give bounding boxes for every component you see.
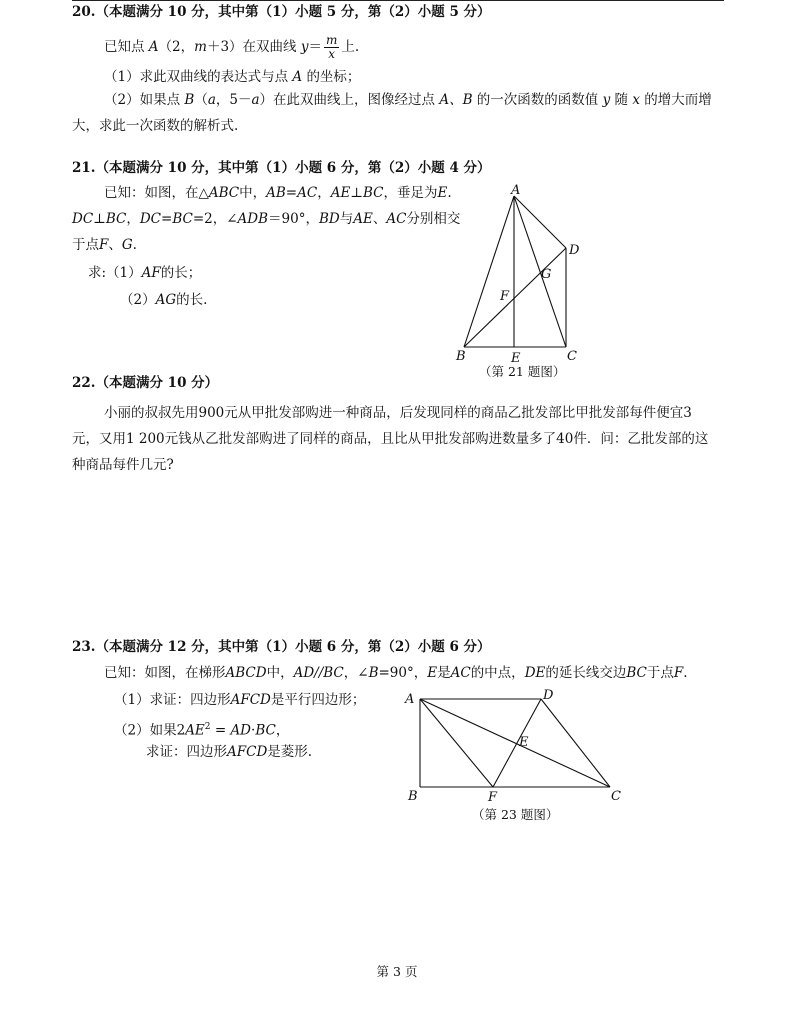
q20-header: 20.（本题满分 10 分，其中第（1）小题 5 分，第（2）小题 5 分） bbox=[72, 4, 491, 20]
page-number: 第 3 页 bbox=[376, 964, 418, 979]
q21-given-line3: 于点F、G. bbox=[72, 237, 137, 253]
label-b: B bbox=[456, 349, 466, 364]
label-d: D bbox=[543, 688, 554, 703]
seg-ac bbox=[514, 196, 566, 347]
label-a: A bbox=[511, 183, 521, 198]
label-e: E bbox=[519, 735, 529, 750]
label-e: E bbox=[511, 351, 521, 366]
q21-ask2: （2）AG的长. bbox=[120, 292, 208, 308]
q21-header: 21.（本题满分 10 分，其中第（1）小题 6 分，第（2）小题 4 分） bbox=[72, 160, 491, 176]
label-a: A bbox=[405, 692, 415, 707]
q23-header: 23.（本题满分 12 分，其中第（1）小题 6 分，第（2）小题 6 分） bbox=[72, 639, 491, 655]
label-g: G bbox=[541, 267, 552, 282]
q23-figure bbox=[400, 684, 630, 806]
q22-line2: 元，又用1 200元钱从乙批发部购进了同样的商品，且比从甲批发部购进数量多了40件．问：乙批发部的这 bbox=[72, 431, 709, 447]
seg-bd bbox=[464, 248, 566, 347]
q23-part2: （2）如果$2AE^2 = AD\cdot BC$， bbox=[114, 722, 290, 739]
q20-part2-cont: 大，求此一次函数的解析式. bbox=[72, 118, 239, 134]
seg-ab bbox=[464, 196, 514, 347]
q22-header: 22.（本题满分 10 分） bbox=[72, 375, 219, 391]
seg-dc bbox=[541, 699, 610, 787]
q21-ask1: 求:（1）AF的长； bbox=[88, 265, 202, 281]
q23-part1: （1）求证：四边形AFCD是平行四边形； bbox=[114, 692, 366, 708]
label-c: C bbox=[567, 349, 577, 364]
q21-figure bbox=[450, 180, 590, 366]
label-d: D bbox=[569, 243, 580, 258]
q23-figure-caption: （第 23 题图） bbox=[472, 807, 559, 822]
q20-part1: （1）求此双曲线的表达式与点 A 的坐标； bbox=[104, 69, 361, 85]
q22-line1: 小丽的叔叔先用900元从甲批发部购进一种商品，后发现同样的商品乙批发部比甲批发部每件便宜3 bbox=[104, 405, 692, 421]
seg-ac bbox=[420, 699, 610, 787]
seg-ad bbox=[514, 196, 566, 248]
q21-figure-caption: （第 21 题图） bbox=[479, 364, 566, 379]
q20-part2: （2）如果点 B（a，5－a）在此双曲线上，图像经过点 A、B 的一次函数的函数值 y 随 x 的增大而增 bbox=[104, 92, 712, 108]
q21-given-line2: DC⊥BC，DC=BC=2，∠ADB＝90°，BD与AE、AC分别相交 bbox=[72, 211, 461, 227]
seg-af bbox=[420, 699, 493, 787]
label-c: C bbox=[611, 789, 621, 804]
q23-given: 已知：如图，在梯形ABCD中，AD//BC，∠B=90°，E是AC的中点，DE的延长线交边BC于点F. bbox=[104, 665, 688, 681]
seg-df bbox=[493, 699, 541, 787]
label-f: F bbox=[488, 790, 498, 805]
hyperbola-fraction: $\frac{m}{x}$ bbox=[325, 33, 338, 61]
q21-given-line1: 已知：如图，在△ABC中，AB=AC，AE⊥BC，垂足为E. bbox=[104, 185, 452, 201]
label-f: F bbox=[500, 289, 510, 304]
q23-part2-ask: 求证：四边形AFCD是菱形. bbox=[146, 744, 313, 760]
q20-given: 已知点 A（2，m＋3）在双曲线 y＝ $\frac{m}{x}$ 上. bbox=[104, 33, 360, 61]
label-b: B bbox=[408, 789, 418, 804]
header-rule bbox=[72, 0, 724, 1]
q22-line3: 种商品每件几元? bbox=[72, 457, 174, 473]
